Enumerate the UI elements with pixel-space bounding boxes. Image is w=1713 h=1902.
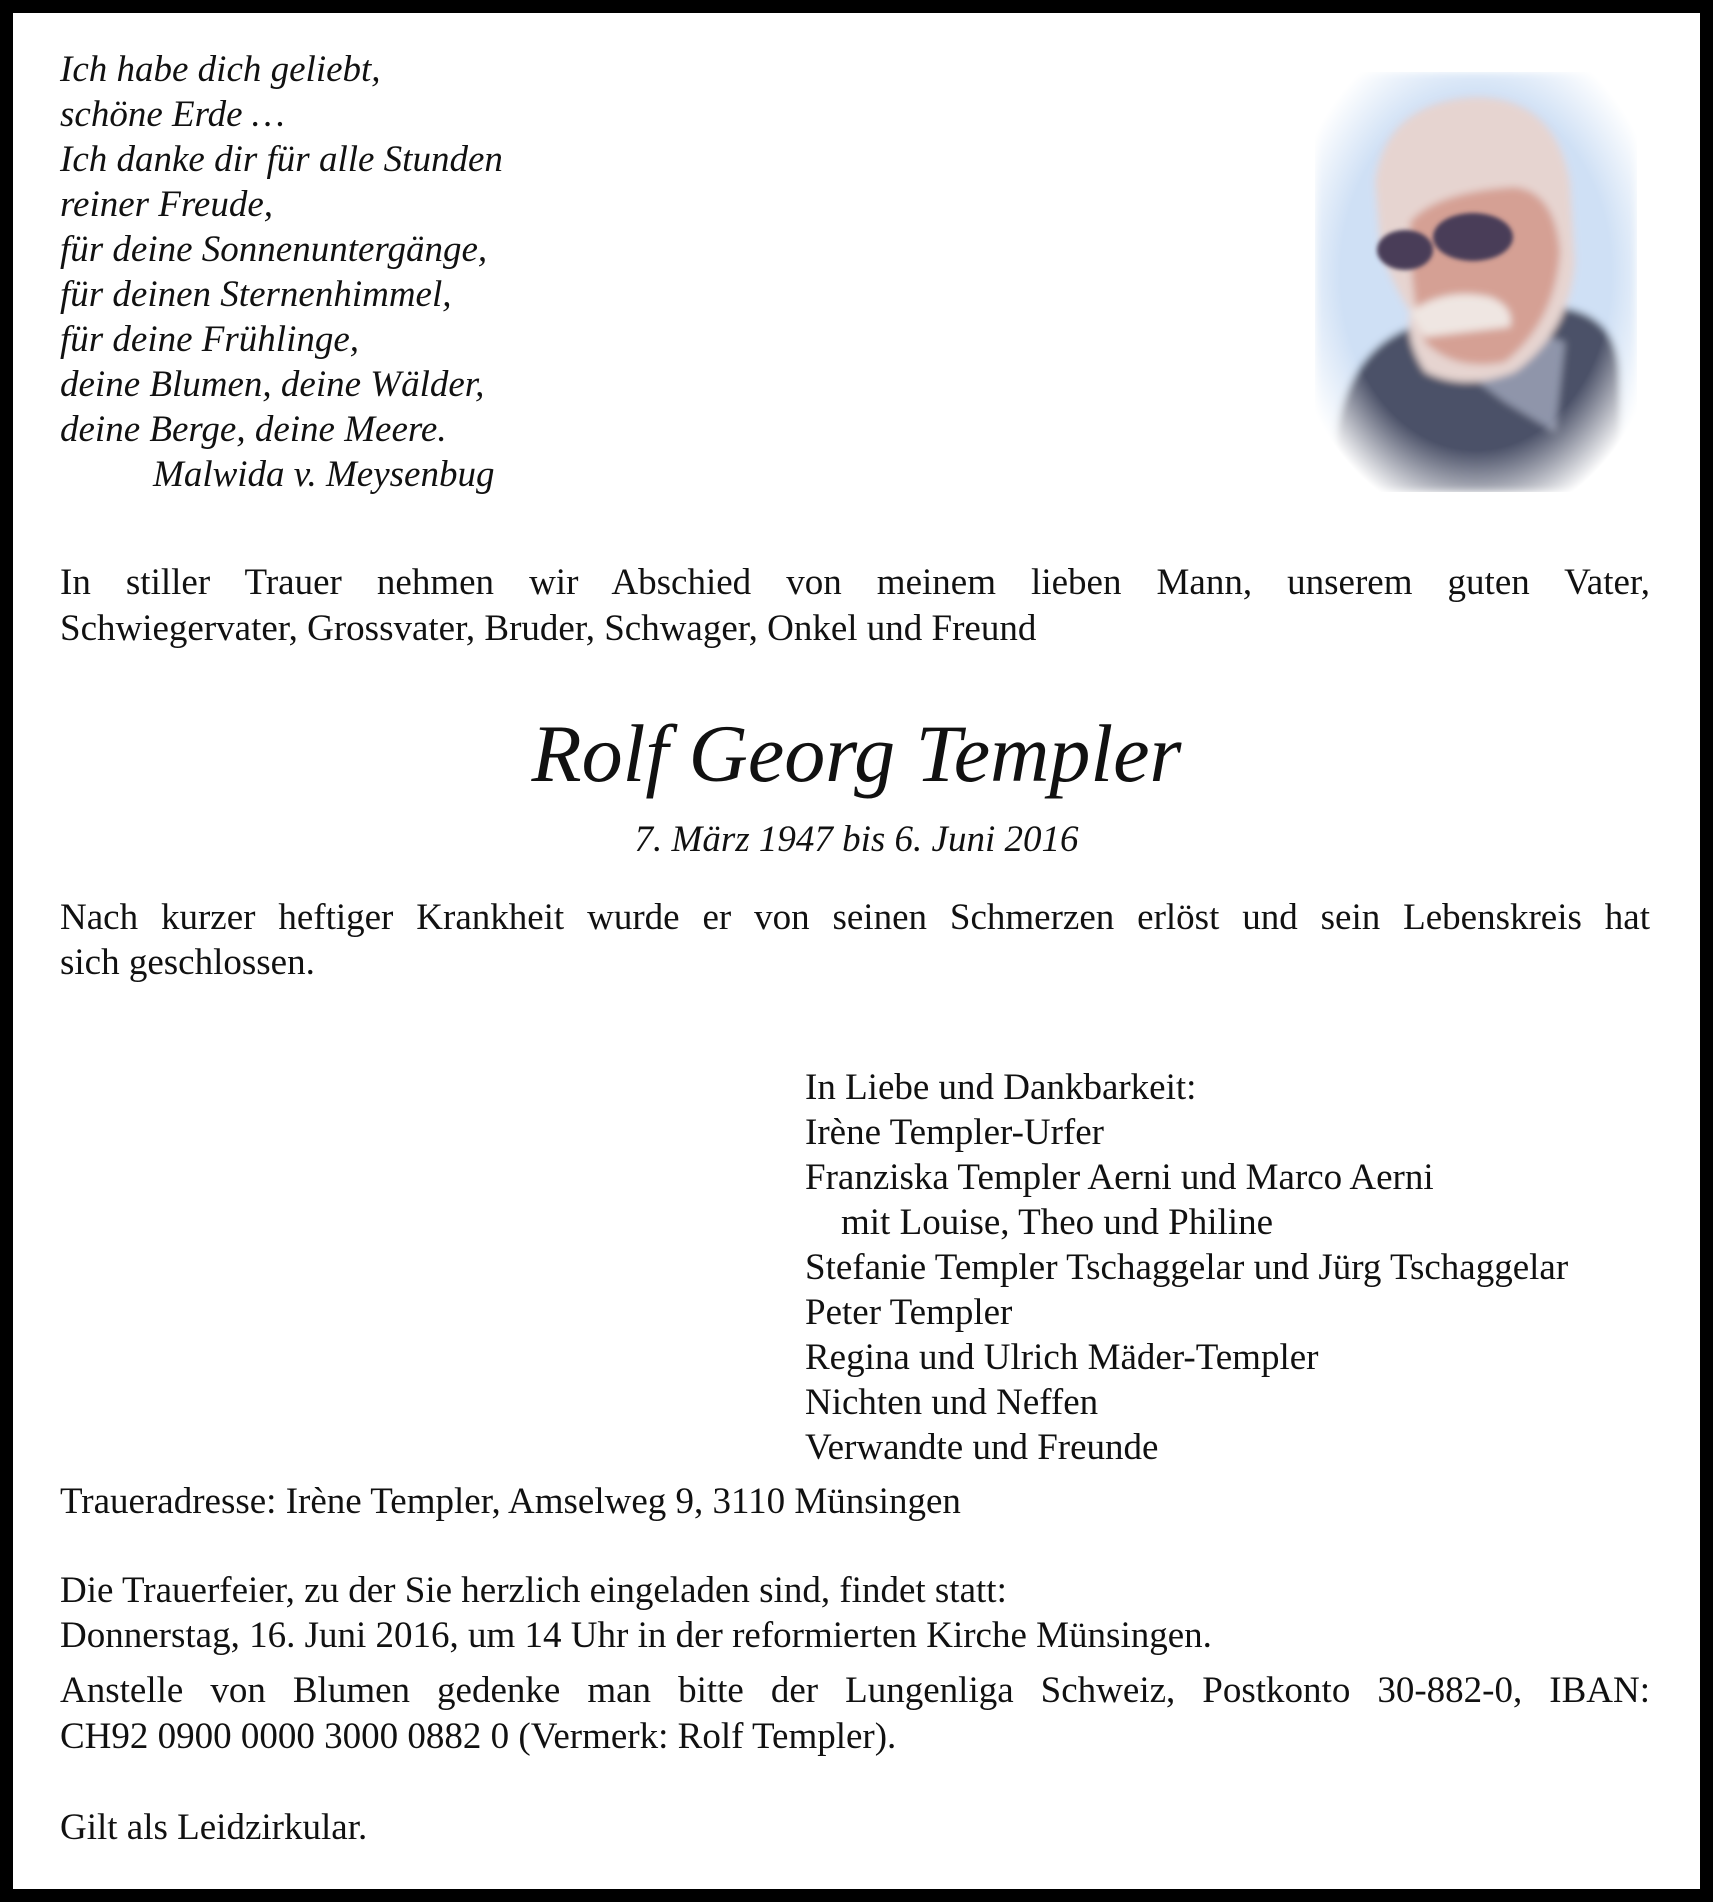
family-member: Stefanie Templer Tschaggelar und Jürg Tschaggelar (805, 1247, 1569, 1288)
donation-line-1: Anstelle von Blumen gedenke man bitte der Lungenliga Schweiz, Postkonto 30-882-0, IBAN: (60, 1670, 1650, 1711)
poem-line: für deine Frühlinge, (60, 319, 360, 360)
family-member: Nichten und Neffen (805, 1382, 1099, 1423)
obituary-notice (13, 13, 1700, 1889)
poem-line: reiner Freude, (60, 184, 274, 225)
family-member: mit Louise, Theo und Philine (841, 1202, 1273, 1243)
poem-line: schöne Erde … (60, 94, 285, 135)
poem-line: für deinen Sternenhimmel, (60, 274, 452, 315)
poem-attribution: Malwida v. Meysenbug (153, 454, 495, 495)
intro-line-1: In stiller Trauer nehmen wir Abschied von meinem lieben Mann, unserem guten Vater, (60, 562, 1650, 603)
deceased-name: Rolf Georg Templer (531, 708, 1182, 799)
intro-line-2: Schwiegervater, Grossvater, Bruder, Schwager, Onkel und Freund (60, 608, 1037, 649)
family-member: Verwandte und Freunde (805, 1427, 1159, 1468)
mourning-address: Traueradresse: Irène Templer, Amselweg 9, 3110 Münsingen (60, 1481, 961, 1522)
poem-line: deine Berge, deine Meere. (60, 409, 447, 450)
poem-line: Ich danke dir für alle Stunden (60, 139, 503, 180)
message-line-1: Nach kurzer heftiger Krankheit wurde er von seinen Schmerzen erlöst und sein Lebenskreis hat (60, 897, 1650, 938)
ceremony-line-1: Die Trauerfeier, zu der Sie herzlich eingeladen sind, findet statt: (60, 1570, 1007, 1611)
portrait-photo (1315, 72, 1637, 492)
poem-line: Ich habe dich geliebt, (60, 49, 381, 90)
family-member: Franziska Templer Aerni und Marco Aerni (805, 1157, 1434, 1198)
donation-line-2: CH92 0900 0000 3000 0882 0 (Vermerk: Rolf Templer). (60, 1716, 897, 1757)
obituary-frame (13, 13, 1700, 1889)
family-member: Regina und Ulrich Mäder-Templer (805, 1337, 1319, 1378)
family-member: Peter Templer (805, 1292, 1013, 1333)
poem-line: deine Blumen, deine Wälder, (60, 364, 485, 405)
poem-line: für deine Sonnenuntergänge, (60, 229, 488, 270)
message-line-2: sich geschlossen. (60, 942, 315, 983)
life-dates: 7. März 1947 bis 6. Juni 2016 (634, 819, 1079, 860)
family-heading: In Liebe und Dankbarkeit: (805, 1067, 1197, 1108)
closing-note: Gilt als Leidzirkular. (60, 1807, 368, 1848)
ceremony-line-2: Donnerstag, 16. Juni 2016, um 14 Uhr in der reformierten Kirche Münsingen. (60, 1615, 1212, 1656)
family-member: Irène Templer-Urfer (805, 1112, 1104, 1153)
